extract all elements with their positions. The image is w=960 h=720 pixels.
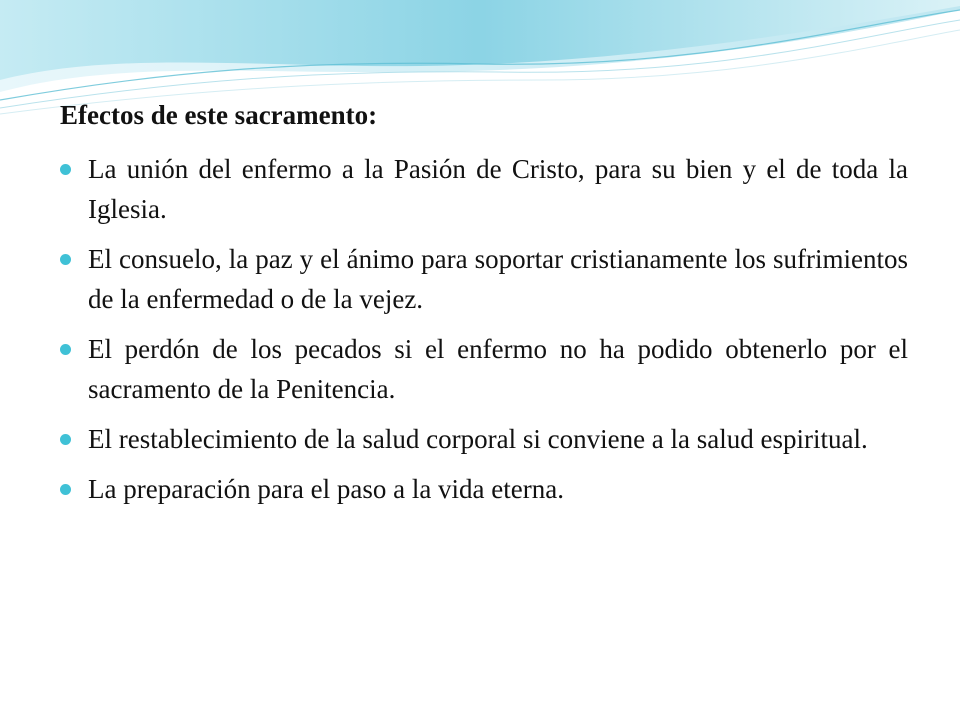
bullet-list xyxy=(60,149,908,509)
bullet-text: El perdón de los pecados si el enfermo no ha podido obtenerlo por el sacramento de la Penitencia. xyxy=(88,334,908,404)
slide-content xyxy=(60,95,908,519)
bullet-text: El restablecimiento de la salud corporal si conviene a la salud espiritual. xyxy=(88,424,868,454)
bullet-text: El consuelo, la paz y el ánimo para soportar cristianamente los sufrimientos de la enfermedad o de la vejez. xyxy=(88,244,908,314)
slide-heading: Efectos de este sacramento: xyxy=(60,100,378,130)
bullet-dot-icon xyxy=(60,484,71,495)
bullet-dot-icon xyxy=(60,434,71,445)
bullet-dot-icon xyxy=(60,164,71,175)
bullet-item xyxy=(60,469,908,509)
bullet-dot-icon xyxy=(60,254,71,265)
bullet-item xyxy=(60,239,908,319)
bullet-item xyxy=(60,419,908,459)
bullet-item xyxy=(60,329,908,409)
bullet-dot-icon xyxy=(60,344,71,355)
bullet-text: La preparación para el paso a la vida eterna. xyxy=(88,474,564,504)
bullet-text: La unión del enfermo a la Pasión de Cristo, para su bien y el de toda la Iglesia. xyxy=(88,154,908,224)
bullet-item xyxy=(60,149,908,229)
